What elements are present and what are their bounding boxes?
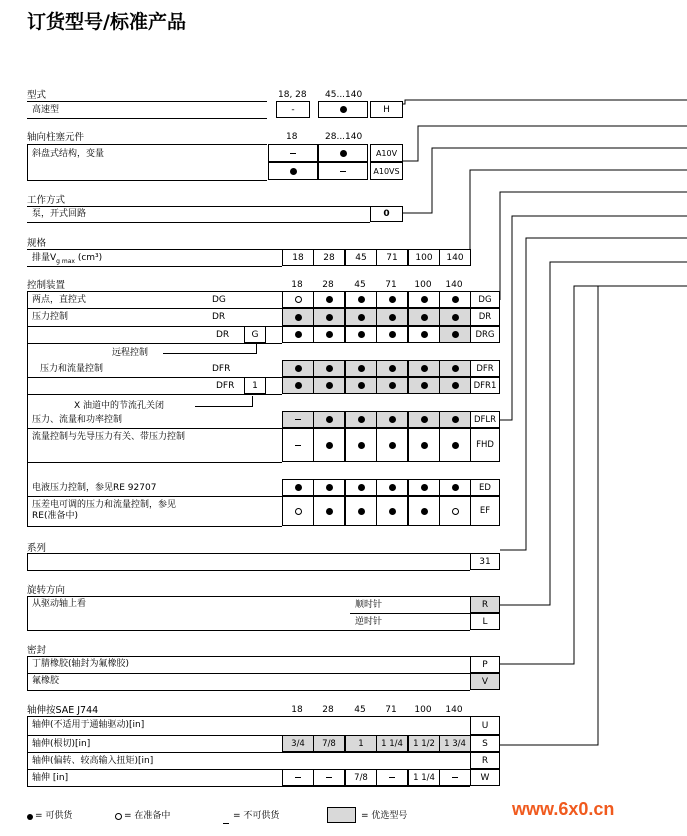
mode-code[interactable]: 0 — [370, 206, 403, 222]
control-cell-4-4 — [408, 377, 440, 394]
control-code-1[interactable]: DR — [470, 308, 500, 326]
available-icon — [452, 416, 459, 423]
available-icon — [421, 365, 428, 372]
available-icon — [421, 416, 428, 423]
control-cell-7-1 — [313, 479, 345, 496]
available-icon — [389, 508, 396, 515]
control-label-5: 压力、流量和功率控制 — [32, 415, 123, 425]
control-cell-3-1 — [313, 360, 345, 377]
size-1[interactable]: 28 — [313, 249, 345, 266]
rotation-heading: 旋转方向 — [27, 585, 66, 596]
control-col-3: 71 — [385, 280, 397, 290]
shaft-col-2: 45 — [354, 705, 366, 715]
control-cell-8-1 — [313, 496, 345, 526]
control-cell-7-4 — [408, 479, 440, 496]
control-cell-4-1 — [313, 377, 345, 394]
legend-prep: = 在准备中 — [124, 811, 171, 821]
not-available-icon — [223, 823, 229, 824]
available-icon — [358, 484, 365, 491]
control-cell-7-5 — [439, 479, 471, 496]
available-icon — [389, 296, 396, 303]
type-col-2: 45...140 — [325, 90, 363, 100]
in-preparation-icon — [115, 813, 122, 820]
control-cell-8-3 — [376, 496, 408, 526]
control-tag1-2: DR — [216, 330, 230, 340]
available-icon — [452, 296, 459, 303]
control-heading: 控制装置 — [27, 280, 66, 291]
control-label2-8: RE(准备中) — [32, 511, 78, 521]
size-0[interactable]: 18 — [282, 249, 314, 266]
control-cell-5-1 — [313, 411, 345, 428]
legend-available: = 可供货 — [35, 811, 73, 821]
available-icon — [290, 168, 297, 175]
available-icon — [358, 331, 365, 338]
control-cell-2-2 — [345, 326, 377, 343]
control-cell-1-5 — [439, 308, 471, 326]
control-cell-2-4 — [408, 326, 440, 343]
available-icon — [358, 365, 365, 372]
control-cell-7-3 — [376, 479, 408, 496]
control-label-0: 两点，直控式 — [32, 295, 87, 305]
xchannel-label: X 油道中的节流孔关闭 — [74, 401, 165, 411]
shaft-cell-3-4: 1 1/4 — [408, 769, 440, 786]
type-heading: 型式 — [27, 90, 47, 101]
shaft-label-2: 轴伸(偏转、较高输入扭矩)[in] — [32, 756, 154, 766]
shaft-cell-3-1 — [313, 769, 345, 786]
control-cell-8-0 — [282, 496, 314, 526]
control-code-0[interactable]: DG — [470, 291, 500, 308]
shaft-cell-3-2: 7/8 — [345, 769, 377, 786]
control-cell-6-1 — [313, 428, 345, 462]
available-icon — [27, 814, 33, 820]
piston-code-2[interactable]: A10VS — [370, 162, 403, 180]
available-icon — [421, 382, 428, 389]
control-cell-1-3 — [376, 308, 408, 326]
piston-code-1[interactable]: A10V — [370, 144, 403, 162]
control-cell-3-4 — [408, 360, 440, 377]
rotation-label: 从驱动轴上看 — [32, 599, 87, 609]
legend-na: = 不可供货 — [233, 811, 280, 821]
available-icon — [389, 382, 396, 389]
control-cell-7-0 — [282, 479, 314, 496]
control-cell-0-0 — [282, 291, 314, 308]
piston-col-2: 28...140 — [325, 132, 363, 142]
available-icon — [326, 416, 333, 423]
available-icon — [340, 150, 347, 157]
control-cell-2-5 — [439, 326, 471, 343]
rotation-code-1[interactable]: R — [470, 596, 500, 613]
in-preparation-icon — [452, 508, 459, 515]
type-cell-2 — [318, 101, 368, 118]
piston-cell-2-2 — [318, 162, 368, 180]
available-icon — [421, 331, 428, 338]
shaft-code-0[interactable]: U — [470, 716, 500, 735]
control-cell-6-3 — [376, 428, 408, 462]
available-icon — [326, 442, 333, 449]
available-icon — [358, 416, 365, 423]
available-icon — [389, 331, 396, 338]
control-cell-8-2 — [345, 496, 377, 526]
control-cell-3-0 — [282, 360, 314, 377]
available-icon — [421, 296, 428, 303]
available-icon — [358, 508, 365, 515]
available-icon — [358, 442, 365, 449]
piston-cell-2-1 — [268, 162, 318, 180]
shaft-cell-3-5 — [439, 769, 471, 786]
control-cell-1-4 — [408, 308, 440, 326]
page-title: 订货型号/标准产品 — [27, 11, 186, 33]
control-code-7[interactable]: ED — [470, 479, 500, 496]
seal-label-1: 丁腈橡胶(轴封为氟橡胶) — [32, 659, 130, 669]
size-5[interactable]: 140 — [439, 249, 471, 266]
shaft-cell-3-3 — [376, 769, 408, 786]
preferred-swatch — [327, 807, 356, 823]
available-icon — [358, 296, 365, 303]
control-code-6[interactable]: FHD — [470, 428, 500, 462]
shaft-col-4: 100 — [414, 705, 432, 715]
type-code[interactable]: H — [370, 101, 403, 118]
shaft-col-0: 18 — [291, 705, 303, 715]
available-icon — [452, 382, 459, 389]
control-col-5: 140 — [445, 280, 463, 290]
available-icon — [389, 484, 396, 491]
piston-cell-1-1 — [268, 144, 318, 162]
control-cell-0-1 — [313, 291, 345, 308]
available-icon — [452, 314, 459, 321]
control-cell-0-4 — [408, 291, 440, 308]
available-icon — [295, 484, 302, 491]
piston-cell-1-2 — [318, 144, 368, 162]
control-code-3[interactable]: DFR — [470, 360, 500, 377]
series-heading: 系列 — [27, 543, 47, 554]
available-icon — [326, 508, 333, 515]
available-icon — [452, 331, 459, 338]
control-cell-0-5 — [439, 291, 471, 308]
shaft-cell-3-0 — [282, 769, 314, 786]
available-icon — [326, 382, 333, 389]
type-cell-1: - — [276, 101, 310, 118]
available-icon — [340, 106, 347, 113]
shaft-cell-1-5: 1 3/4 — [439, 735, 471, 752]
control-cell-3-5 — [439, 360, 471, 377]
control-cell-5-3 — [376, 411, 408, 428]
control-cell-1-0 — [282, 308, 314, 326]
available-icon — [326, 314, 333, 321]
control-cell-2-0 — [282, 326, 314, 343]
available-icon — [421, 484, 428, 491]
control-cell-4-5 — [439, 377, 471, 394]
control-code-2[interactable]: DRG — [470, 326, 500, 343]
shaft-cell-1-0: 3/4 — [282, 735, 314, 752]
shaft-label-1: 轴伸(根切)[in] — [32, 739, 91, 749]
shaft-cell-1-2: 1 — [345, 735, 377, 752]
shaft-label-3: 轴伸 [in] — [32, 773, 69, 783]
size-3[interactable]: 71 — [376, 249, 408, 266]
available-icon — [358, 314, 365, 321]
control-cell-8-4 — [408, 496, 440, 526]
control-tag1-4: DFR — [216, 381, 235, 391]
available-icon — [295, 382, 302, 389]
not-available-icon — [295, 419, 301, 420]
available-icon — [389, 365, 396, 372]
available-icon — [326, 484, 333, 491]
available-icon — [389, 416, 396, 423]
shaft-cell-1-1: 7/8 — [313, 735, 345, 752]
control-col-2: 45 — [354, 280, 366, 290]
piston-heading: 轴向柱塞元件 — [27, 132, 85, 143]
not-available-icon — [295, 445, 301, 446]
control-label-1: 压力控制 — [32, 312, 69, 322]
control-cell-4-0 — [282, 377, 314, 394]
remote-label: 远程控制 — [112, 348, 149, 358]
series-code[interactable]: 31 — [470, 553, 500, 570]
available-icon — [389, 442, 396, 449]
available-icon — [295, 365, 302, 372]
mode-heading: 工作方式 — [27, 195, 66, 206]
available-icon — [326, 331, 333, 338]
available-icon — [421, 508, 428, 515]
control-cell-1-2 — [345, 308, 377, 326]
shaft-col-1: 28 — [322, 705, 334, 715]
type-col-1: 18, 28 — [278, 90, 307, 100]
rotation-code-2[interactable]: L — [470, 613, 500, 630]
shaft-col-5: 140 — [445, 705, 463, 715]
control-cell-1-1 — [313, 308, 345, 326]
mode-label: 泵，开式回路 — [32, 209, 87, 219]
type-row-label: 高速型 — [32, 105, 60, 115]
available-icon — [452, 442, 459, 449]
seal-code-1[interactable]: P — [470, 656, 500, 673]
shaft-heading: 轴伸按SAE J744 — [27, 705, 99, 716]
rotation-dir-1: 顺时针 — [355, 600, 383, 610]
shaft-code-1[interactable]: S — [470, 735, 500, 752]
control-label-7: 电液压力控制，参见RE 92707 — [32, 483, 157, 493]
control-code-4[interactable]: DFR1 — [470, 377, 500, 394]
control-tag2-2: G — [244, 326, 266, 343]
control-cell-8-5 — [439, 496, 471, 526]
control-cell-0-2 — [345, 291, 377, 308]
available-icon — [452, 484, 459, 491]
control-tag1-0: DG — [212, 295, 226, 305]
control-cell-5-0 — [282, 411, 314, 428]
seal-heading: 密封 — [27, 645, 47, 656]
control-tag2-4: 1 — [244, 377, 266, 394]
in-preparation-icon — [295, 508, 302, 515]
control-col-1: 28 — [322, 280, 334, 290]
rotation-dir-2: 逆时针 — [355, 617, 383, 627]
seal-code-2[interactable]: V — [470, 673, 500, 690]
control-col-4: 100 — [414, 280, 432, 290]
control-cell-3-2 — [345, 360, 377, 377]
control-cell-4-2 — [345, 377, 377, 394]
control-code-8[interactable]: EF — [470, 496, 500, 526]
control-cell-6-5 — [439, 428, 471, 462]
available-icon — [358, 382, 365, 389]
shaft-label-0: 轴伸(不适用于通轴驱动)[in] — [32, 720, 145, 730]
control-label-6: 流量控制与先导压力有关、带压力控制 — [32, 432, 186, 442]
shaft-cell-1-3: 1 1/4 — [376, 735, 408, 752]
available-icon — [421, 314, 428, 321]
control-label-8: 压差电可调的压力和流量控制，参见 — [32, 500, 177, 510]
control-cell-4-3 — [376, 377, 408, 394]
not-available-icon — [326, 777, 332, 778]
not-available-icon — [389, 777, 395, 778]
control-col-0: 18 — [291, 280, 303, 290]
shaft-col-3: 71 — [385, 705, 397, 715]
control-cell-2-1 — [313, 326, 345, 343]
control-cell-7-2 — [345, 479, 377, 496]
available-icon — [295, 331, 302, 338]
available-icon — [421, 442, 428, 449]
size-heading: 规格 — [27, 238, 47, 249]
seal-label-2: 氟橡胶 — [32, 676, 60, 686]
in-preparation-icon — [295, 296, 302, 303]
available-icon — [295, 314, 302, 321]
control-cell-5-4 — [408, 411, 440, 428]
control-cell-6-2 — [345, 428, 377, 462]
control-cell-5-5 — [439, 411, 471, 428]
control-cell-0-3 — [376, 291, 408, 308]
control-tag1-1: DR — [212, 312, 226, 322]
size-label: 排量$V_{g max}$ (cm³) — [32, 253, 103, 265]
available-icon — [326, 296, 333, 303]
control-label-3: 压力和流量控制 — [40, 364, 104, 374]
control-cell-5-2 — [345, 411, 377, 428]
control-code-5[interactable]: DFLR — [470, 411, 500, 428]
control-cell-3-3 — [376, 360, 408, 377]
available-icon — [326, 365, 333, 372]
control-cell-6-0 — [282, 428, 314, 462]
not-available-icon — [452, 777, 458, 778]
piston-col-1: 18 — [286, 132, 298, 142]
available-icon — [452, 365, 459, 372]
watermark: www.6x0.cn — [512, 799, 615, 819]
size-4[interactable]: 100 — [408, 249, 440, 266]
not-available-icon — [295, 777, 301, 778]
shaft-cell-1-4: 1 1/2 — [408, 735, 440, 752]
shaft-code-2[interactable]: R — [470, 752, 500, 769]
available-icon — [389, 314, 396, 321]
size-2[interactable]: 45 — [345, 249, 377, 266]
control-cell-6-4 — [408, 428, 440, 462]
piston-row-label: 斜盘式结构，变量 — [32, 149, 105, 159]
control-tag1-3: DFR — [212, 364, 231, 374]
shaft-code-3[interactable]: W — [470, 769, 500, 786]
control-cell-2-3 — [376, 326, 408, 343]
legend-pref: = 优选型号 — [361, 811, 408, 821]
